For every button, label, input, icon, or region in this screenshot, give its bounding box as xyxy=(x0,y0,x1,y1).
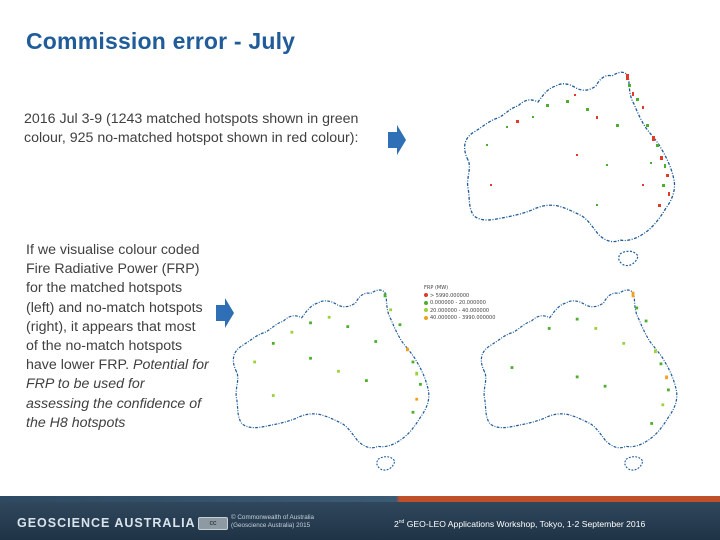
australia-map-matched-frp xyxy=(216,282,460,482)
copyright-line: © Commonwealth of Australia xyxy=(231,514,315,521)
australia-map-matched-unmatched xyxy=(446,64,708,278)
legend-label: 20.000000 - 40.000000 xyxy=(430,307,490,314)
legend-label: 0.000000 - 20.000000 xyxy=(430,300,486,306)
workshop-info xyxy=(394,519,645,529)
footer-bar xyxy=(0,502,720,540)
australia-map-unmatched-frp xyxy=(464,282,708,482)
right-arrow-icon xyxy=(386,124,408,156)
brand-name: GEOSCIENCE AUSTRALIA xyxy=(17,516,196,530)
frp-paragraph xyxy=(26,241,211,433)
frp-paragraph-text: If we visualise colour coded Fire Radiative Power (FRP) for the matched hotspots (left) and no-match hotspots (right), it appears that most of the no-match hotspots have lower FRP. xyxy=(26,242,203,374)
legend-header: FRP (MW) xyxy=(424,285,449,291)
workshop-ordinal: 2 xyxy=(394,519,399,529)
creative-commons-icon: cc xyxy=(198,517,228,530)
legend-label: > 5990.000000 xyxy=(430,292,470,299)
legend-label: 40.000000 - 3990.000000 xyxy=(430,315,496,321)
description-paragraph: 2016 Jul 3-9 (1243 matched hotspots shown in green colour, 925 no-matched hotspot shown in red colour): xyxy=(24,111,359,146)
workshop-text: GEO-LEO Applications Workshop, Tokyo, 1-2 September 2016 xyxy=(404,519,646,529)
workshop-ordinal-suffix: nd xyxy=(398,519,405,526)
copyright-line: (Geoscience Australia) 2015 xyxy=(231,522,311,529)
slide-title: Commission error - July xyxy=(26,28,296,54)
frp-paragraph-italic: Potential for FRP to be used for assessing the confidence of the H8 hotspots xyxy=(26,357,209,431)
copyright-notice xyxy=(231,514,314,530)
